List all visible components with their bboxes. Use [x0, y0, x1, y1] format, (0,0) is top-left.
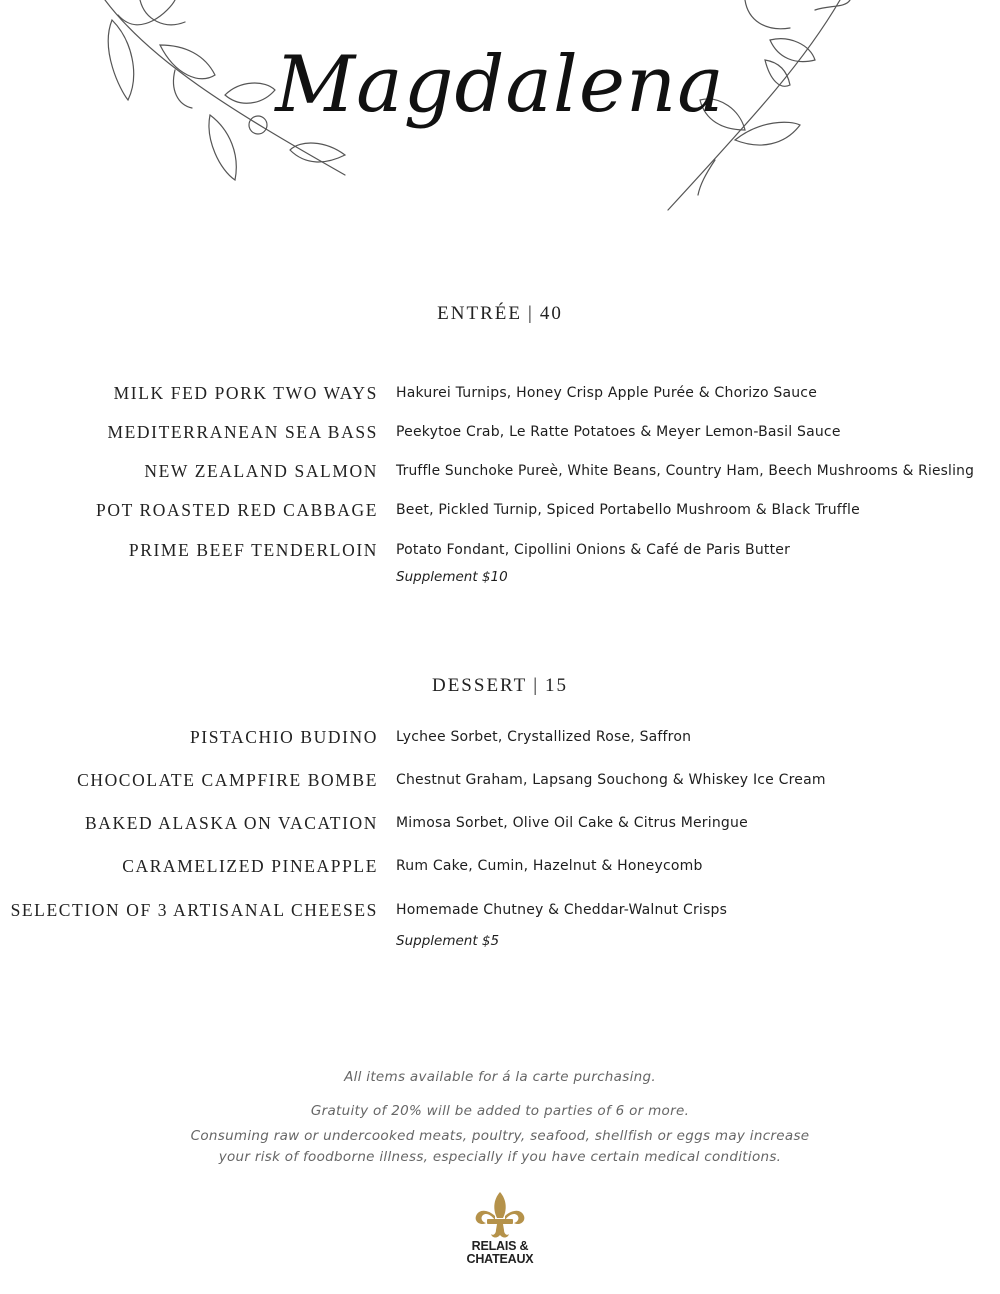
footer-note-a-la-carte: All items available for á la carte purchasing. [344, 1069, 656, 1085]
dessert-title: DESSERT [431, 675, 528, 696]
dish-description: Potato Fondant, Cipollini Onions & Café de Paris Butter [396, 542, 791, 558]
relais-chateaux-logo [455, 1190, 545, 1280]
dish-name: BAKED ALASKA ON VACATION [85, 813, 378, 833]
dish-description: Chestnut Graham, Lapsang Souchong & Whiskey Ice Cream [396, 772, 826, 788]
logo-text-line-1: RELAIS & [471, 1239, 529, 1253]
menu-item [0, 500, 1000, 524]
dish-name: NEW ZEALAND SALMON [144, 461, 378, 481]
dessert-heading [0, 675, 1000, 697]
menu-item [0, 461, 1000, 485]
entree-title: ENTRÉE [437, 303, 522, 324]
dish-description: Mimosa Sorbet, Olive Oil Cake & Citrus Meringue [396, 815, 748, 831]
restaurant-logo-script: Magdalena [275, 40, 725, 130]
dish-name: PISTACHIO BUDINO [189, 727, 378, 747]
dish-name: MILK FED PORK TWO WAYS [113, 383, 378, 403]
dish-description: Lychee Sorbet, Crystallized Rose, Saffron [396, 729, 692, 745]
entree-price: 40 [539, 303, 563, 324]
entree-heading [0, 303, 1000, 325]
menu-item [0, 900, 1000, 924]
dish-name: POT ROASTED RED CABBAGE [96, 500, 378, 520]
footer-note-gratuity: Gratuity of 20% will be added to parties of 6 or more. [310, 1103, 690, 1119]
fleur-de-lis-icon [473, 1190, 527, 1240]
dish-name: SELECTION OF 3 ARTISANAL CHEESES [10, 900, 378, 920]
logo-text-line-2: CHATEAUX [466, 1252, 534, 1266]
divider: | [528, 303, 534, 324]
dish-description: Rum Cake, Cumin, Hazelnut & Honeycomb [396, 858, 703, 874]
dish-name: CARAMELIZED PINEAPPLE [122, 856, 378, 876]
menu-item [0, 540, 1000, 564]
dish-description: Hakurei Turnips, Honey Crisp Apple Purée & Chorizo Sauce [396, 385, 818, 401]
dish-name: PRIME BEEF TENDERLOIN [128, 540, 378, 560]
footer-note-health-warning: Consuming raw or undercooked meats, poultry, seafood, shellfish or eggs may increase [190, 1128, 810, 1144]
dish-description: Truffle Sunchoke Pureè, White Beans, Country Ham, Beech Mushrooms & Riesling [396, 463, 975, 479]
menu-item [0, 727, 1000, 751]
menu-item [0, 856, 1000, 880]
menu-item [0, 813, 1000, 837]
menu-item [0, 422, 1000, 446]
dish-name: CHOCOLATE CAMPFIRE BOMBE [77, 770, 378, 790]
dish-description: Homemade Chutney & Cheddar-Walnut Crisps [396, 902, 728, 918]
footer-note-health-warning-cont: your risk of foodborne illness, especially if you have certain medical conditions. [218, 1149, 782, 1165]
menu-item [0, 383, 1000, 407]
supplement-note: Supplement $5 [396, 933, 500, 949]
dish-name: MEDITERRANEAN SEA BASS [107, 422, 378, 442]
menu-item [0, 770, 1000, 794]
supplement-note: Supplement $10 [396, 569, 508, 585]
dish-description: Peekytoe Crab, Le Ratte Potatoes & Meyer Lemon-Basil Sauce [396, 424, 841, 440]
dish-description: Beet, Pickled Turnip, Spiced Portabello Mushroom & Black Truffle [396, 502, 860, 518]
dessert-price: 15 [545, 675, 569, 696]
divider: | [533, 675, 540, 696]
